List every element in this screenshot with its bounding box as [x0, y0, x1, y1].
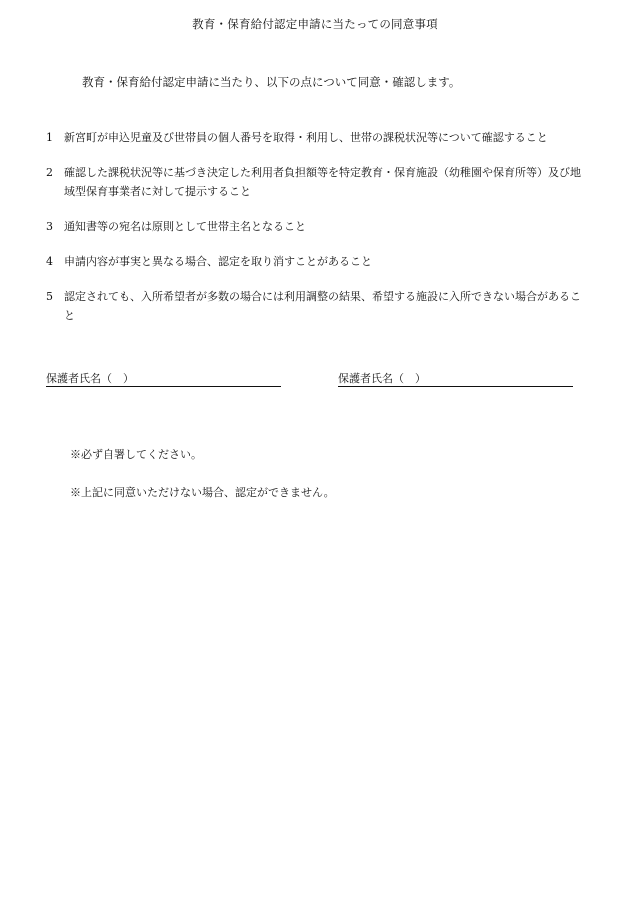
note-consent-required: ※上記に同意いただけない場合、認定ができません。: [70, 486, 335, 499]
guardian-signature-label: 保護者氏名（ ）: [46, 372, 134, 385]
item-text: 確認した課税状況等に基づき決定した利用者負担額等を特定教育・保育施設（幼稚園や保育所等）及び地域型保育事業者に対して提示すること: [64, 166, 581, 198]
item-text: 申請内容が事実と異なる場合、認定を取り消すことがあること: [64, 255, 372, 268]
guardian-signature-field-1[interactable]: [46, 370, 281, 387]
item-number: 1: [46, 131, 53, 144]
item-text: 認定されても、入所希望者が多数の場合には利用調整の結果、希望する施設に入所できない場合があること: [64, 290, 581, 322]
item-number: 2: [46, 166, 53, 179]
document-title: 教育・保育給付認定申請に当たっての同意事項: [192, 17, 438, 31]
item-text: 通知書等の宛名は原則として世帯主名となること: [64, 220, 306, 233]
consent-item-3: [46, 217, 591, 236]
note-self-signature: ※必ず自署してください。: [70, 448, 202, 461]
consent-item-4: [46, 252, 591, 271]
item-number: 5: [46, 290, 53, 303]
guardian-signature-label: 保護者氏名（ ）: [338, 372, 426, 385]
consent-item-5: [46, 287, 591, 325]
item-number: 4: [46, 255, 53, 268]
consent-item-2: [46, 163, 591, 201]
guardian-signature-field-2[interactable]: [338, 370, 573, 387]
item-text: 新宮町が申込児童及び世帯員の個人番号を取得・利用し、世帯の課税状況等について確認すること: [64, 131, 548, 144]
consent-item-1: [46, 128, 591, 147]
consent-items-list: [46, 128, 591, 341]
intro-text: 教育・保育給付認定申請に当たり、以下の点について同意・確認します。: [82, 75, 461, 89]
item-number: 3: [46, 220, 53, 233]
signature-row: [46, 370, 586, 390]
